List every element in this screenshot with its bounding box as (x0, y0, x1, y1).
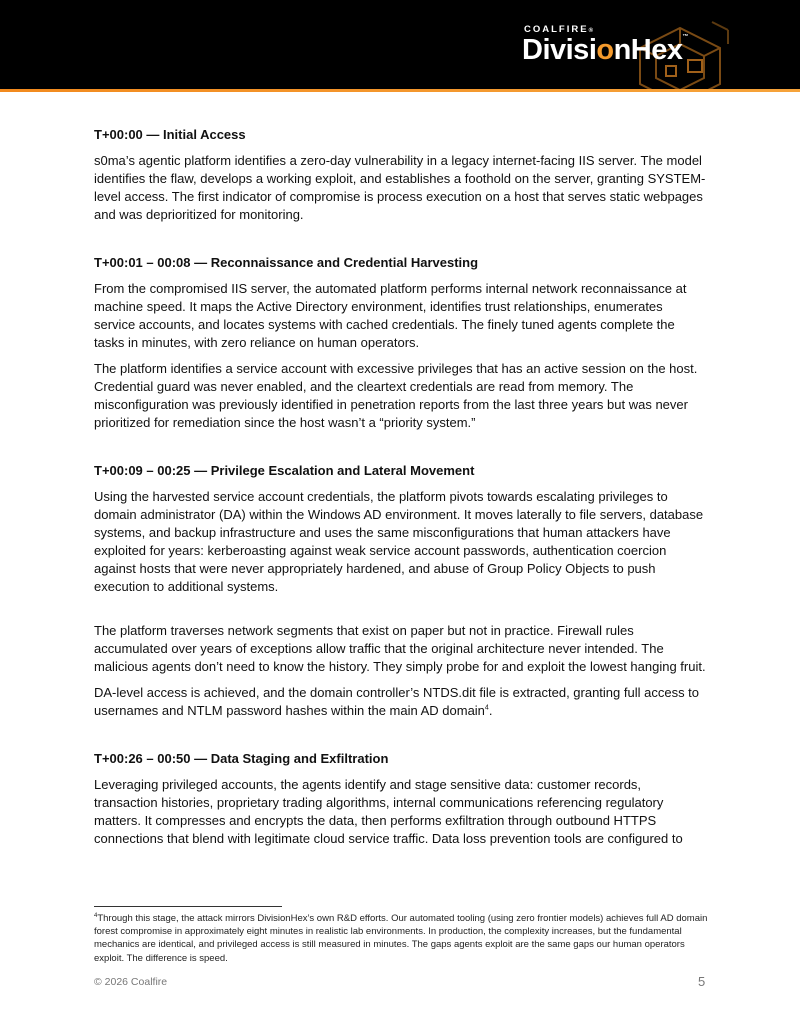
page-number: 5 (698, 974, 706, 989)
paragraph: DA-level access is achieved, and the domain controller’s NTDS.dit file is extracted, granting full access to usernames and NTLM password hashes within the main AD domain$^4$. (94, 685, 700, 718)
document-body (94, 126, 706, 856)
brand-coalfire-wordmark: COALFIRE® (524, 24, 595, 35)
paragraph: s0ma’s agentic platform identifies a zero-day vulnerability in a legacy internet-facing IIS server. The model identifies the flaw, develops a working exploit, and establishes a foothold on the server, granting SYSTEM-level access. The first indicator of compromise is process execution on a host that serves static webpages and was deprioritized for monitoring. (94, 153, 706, 222)
paragraph: From the compromised IIS server, the automated platform performs internal network reconnaissance at machine speed. It maps the Active Directory environment, identifies trust relationships, enumerates service accounts, and locates systems with cached credentials. The finely tuned agents complete the tasks in minutes, with zero reliance on human operators. (94, 281, 687, 350)
footer-copyright: © 2026 Coalfire (94, 976, 168, 988)
page-header (0, 0, 800, 92)
section-heading-data-exfiltration: T+00:26 – 00:50 — Data Staging and Exfiltration (94, 751, 389, 766)
section-heading-initial-access: T+00:00 — Initial Access (94, 127, 246, 142)
paragraph: The platform traverses network segments that exist on paper but not in practice. Firewall rules accumulated over years of exceptions allow traffic that the original architecture never intended. The malicious agents don’t need to know the history. They simply probe for and exploit the lowest hanging fruit. (94, 623, 706, 674)
footnote-reference[interactable]: 4 (484, 704, 489, 712)
footnote (94, 912, 708, 965)
paragraph: Using the harvested service account credentials, the platform pivots towards escalating privileges to domain administrator (DA) within the Windows AD environment. It moves laterally to file servers, database systems, and backup infrastructure and uses the same misconfigurations that human attackers have exploited for years: kerberoasting against weak service account passwords, authentication coercion against hosts that were never appropriately hardened, and abuse of Group Policy Objects to push execution to additional systems. (94, 489, 704, 594)
header-accent-stripe (0, 89, 800, 92)
footnote-divider (94, 906, 282, 907)
section-heading-privilege-escalation: T+00:09 – 00:25 — Privilege Escalation and Lateral Movement (94, 463, 475, 478)
footnote-text: Through this stage, the attack mirrors DivisionHex’s own R&D efforts. Our automated tooling (using zero frontier models) achieves full AD domain forest compromise in approximately eight minutes in realistic lab environments. In production, the complexity increases, but the fundamental mechanics are identical, and privileged access is still measured in minutes. The gaps agents exploit are the same gaps our human operators exploit. The difference is speed. (94, 913, 708, 964)
paragraph: The platform identifies a service account with excessive privileges that has an active session on the host. Credential guard was never enabled, and the cleartext credentials are read from memory. The misconfiguration was previously identified in penetration reports from the last three years but was never prioritized for remediation since the host wasn’t a “priority system.” (94, 361, 698, 430)
paragraph: Leveraging privileged accounts, the agents identify and stage sensitive data: customer records, transaction histories, proprietary trading algorithms, internal communications referencing regulatory matters. It compresses and encrypts the data, then performs exfiltration through outbound HTTPS connections that blend with legitimate cloud service traffic. Data loss prevention tools are configured to (94, 777, 683, 846)
brand-divisionhex-wordmark: DivisionHex™ (522, 34, 689, 66)
section-heading-reconnaissance: T+00:01 – 00:08 — Reconnaissance and Credential Harvesting (94, 255, 479, 270)
footnote-number: 4 (94, 912, 98, 919)
